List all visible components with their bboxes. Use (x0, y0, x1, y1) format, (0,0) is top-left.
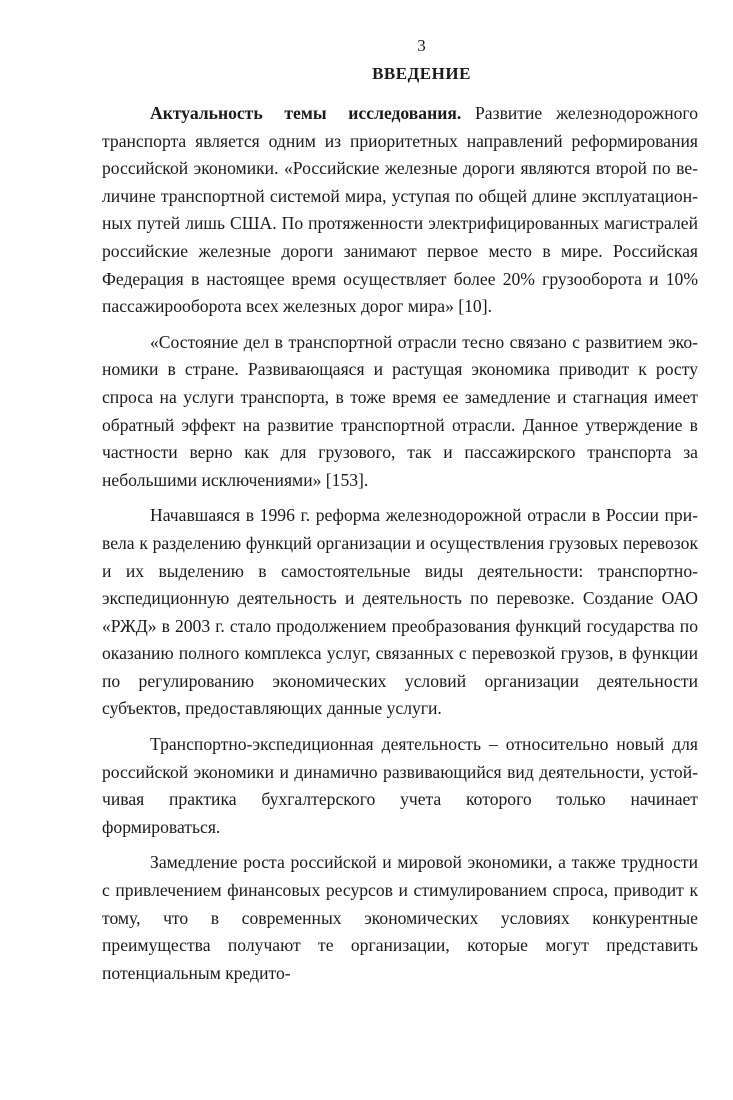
body-text (102, 100, 698, 995)
page-number: 3 (417, 36, 426, 55)
paragraph-text: Начавшаяся в 1996 г. реформа железнодорожной отрасли в России привела к разделению функций организации и осуществления грузовых перевозок и их выделению в самостоятельные виды деятельности: транспортно-экспедиционную деятельность и деятельность по перевозке. Создание ОАО «РЖД» в 2003 г. стало продолжением преобразования функций государства по оказанию полного комплекса услуг, связанных с перевозкой грузов, в функции по регулированию экономических условий организации деятельности субъектов, предоставляющих данные услуги. (102, 505, 698, 719)
paragraph-text: Развитие железнодорожного транспорта является одним из приоритетных направлений реформирования российской экономики. «Российские железные дороги являются второй по величине транспортной системой мира, уступая по общей длине эксплуатационных путей лишь США. По протяженности электрифицированных магистралей российские железные дороги занимают первое место в мире. Российская Федерация в настоящее время осуществляет более 20% грузооборота и 10% пассажирооборота всех железных дорог мира» [10]. (102, 103, 698, 317)
paragraph-economic-slowdown (102, 849, 698, 987)
paragraph-forwarding-activity (102, 731, 698, 841)
paragraph-relevance (102, 100, 698, 321)
paragraph-lead: Актуальность темы исследования. (150, 103, 462, 123)
paragraph-railway-reform (102, 502, 698, 723)
section-heading: ВВЕДЕНИЕ (372, 64, 471, 83)
paragraph-text: Замедление роста российской и мировой экономики, а также трудности с привлечением финансовых ресурсов и стимулированием спроса, приводит к тому, что в современных экономических условиях конкурентные преимущества получают те организации, которые могут представить потенциальным кредито- (102, 852, 698, 983)
paragraph-text: Транспортно-экспедиционная деятельность – относительно новый для российской экономики и динамично развивающийся вид деятельности, устойчивая практика бухгалтерского учета которого только начинает формироваться. (102, 734, 698, 837)
paragraph-transport-industry (102, 329, 698, 495)
paragraph-text: «Состояние дел в транспортной отрасли тесно связано с развитием экономики в стране. Развивающаяся и растущая экономика приводит к росту спроса на услуги транспорта, в тоже время ее замедление и стагнация имеет обратный эффект на развитие транспортной отрасли. Данное утверждение в частности верно как для грузового, так и пассажирского транспорта за небольшими исключениями» [153]. (102, 331, 698, 490)
